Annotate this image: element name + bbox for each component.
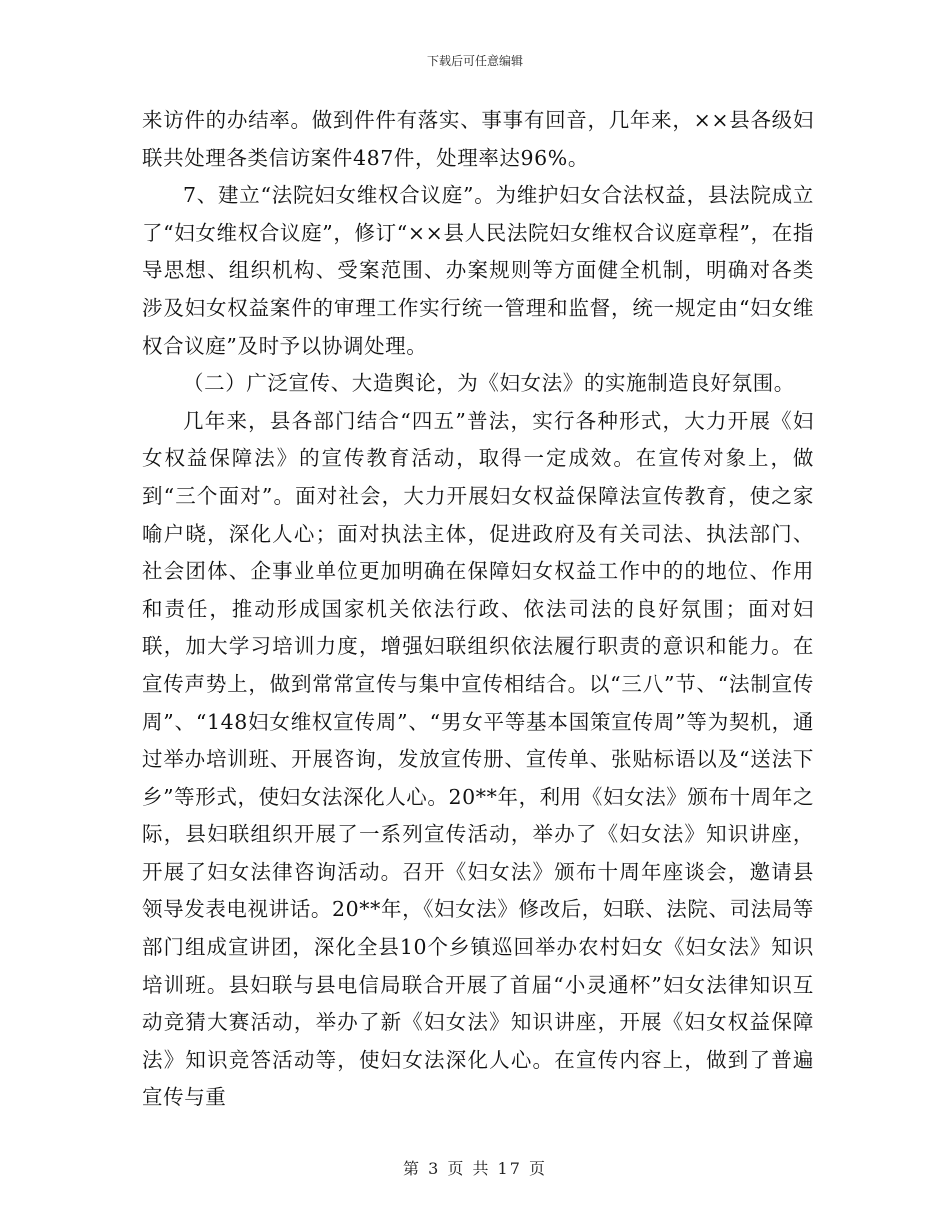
paragraph-3: 几年来，县各部门结合“四五”普法，实行各种形式，大力开展《妇女权益保障法》的宣传教育活动，取得一定成效。在宣传对象上，做到“三个面对”。面对社会，大力开展妇女权益保障法宣传教育，使之家喻户晓，深化人心；面对执法主体，促进政府及有关司法、执法部门、社会团体、企事业单位更加明确在保障妇女权益工作中的的地位、作用和责任，推动形成国家机关依法行政、依法司法的良好氛围；面对妇联，加大学习培训力度，增强妇联组织依法履行职责的意识和能力。在宣传声势上，做到常常宣传与集中宣传相结合。以“三八”节、“法制宣传周”、“148妇女维权宣传周”、“男女平等基本国策宣传周”等为契机，通过举办培训班、开展咨询，发放宣传册、宣传单、张贴标语以及“送法下乡”等形式，使妇女法深化人心。20**年，利用《妇女法》颁布十周年之际，县妇联组织开展了一系列宣传活动，举办了《妇女法》知识讲座，开展了妇女法律咨询活动。召开《妇女法》颁布十周年座谈会，邀请县领导发表电视讲话。20**年，《妇女法》修改后，妇联、法院、司法局等部门组成宣讲团，深化全县10个乡镇巡回举办农村妇女《妇女法》知识培训班。县妇联与县电信局联合开展了首届“小灵通杯”妇女法律知识互动竞猜大赛活动，举办了新《妇女法》知识讲座，开展《妇女权益保障法》知识竞答活动等，使妇女法深化人心。在宣传内容上，做到了普遍宣传与重: [142, 408, 814, 1110]
page-footer: 第 3 页 共 17 页: [403, 1159, 547, 1178]
document-body: [142, 102, 814, 1117]
page-header: 下载后可任意编辑: [426, 54, 523, 68]
paragraph-1: 来访件的办结率。做到件件有落实、事事有回音，几年来，××县各级妇联共处理各类信访案件487件，处理率达96%。: [142, 108, 814, 170]
section-heading: （二）广泛宣传、大造舆论，为《妇女法》的实施制造良好氛围。: [183, 371, 795, 396]
paragraph-2: 7、建立“法院妇女维权合议庭”。为维护妇女合法权益，县法院成立了“妇女维权合议庭”，修订“××县人民法院妇女维权合议庭章程”，在指导思想、组织机构、受案范围、办案规则等方面健全机制，明确对各类涉及妇女权益案件的审理工作实行统一管理和监督，统一规定由“妇女维权合议庭”及时予以协调处理。: [142, 183, 814, 358]
